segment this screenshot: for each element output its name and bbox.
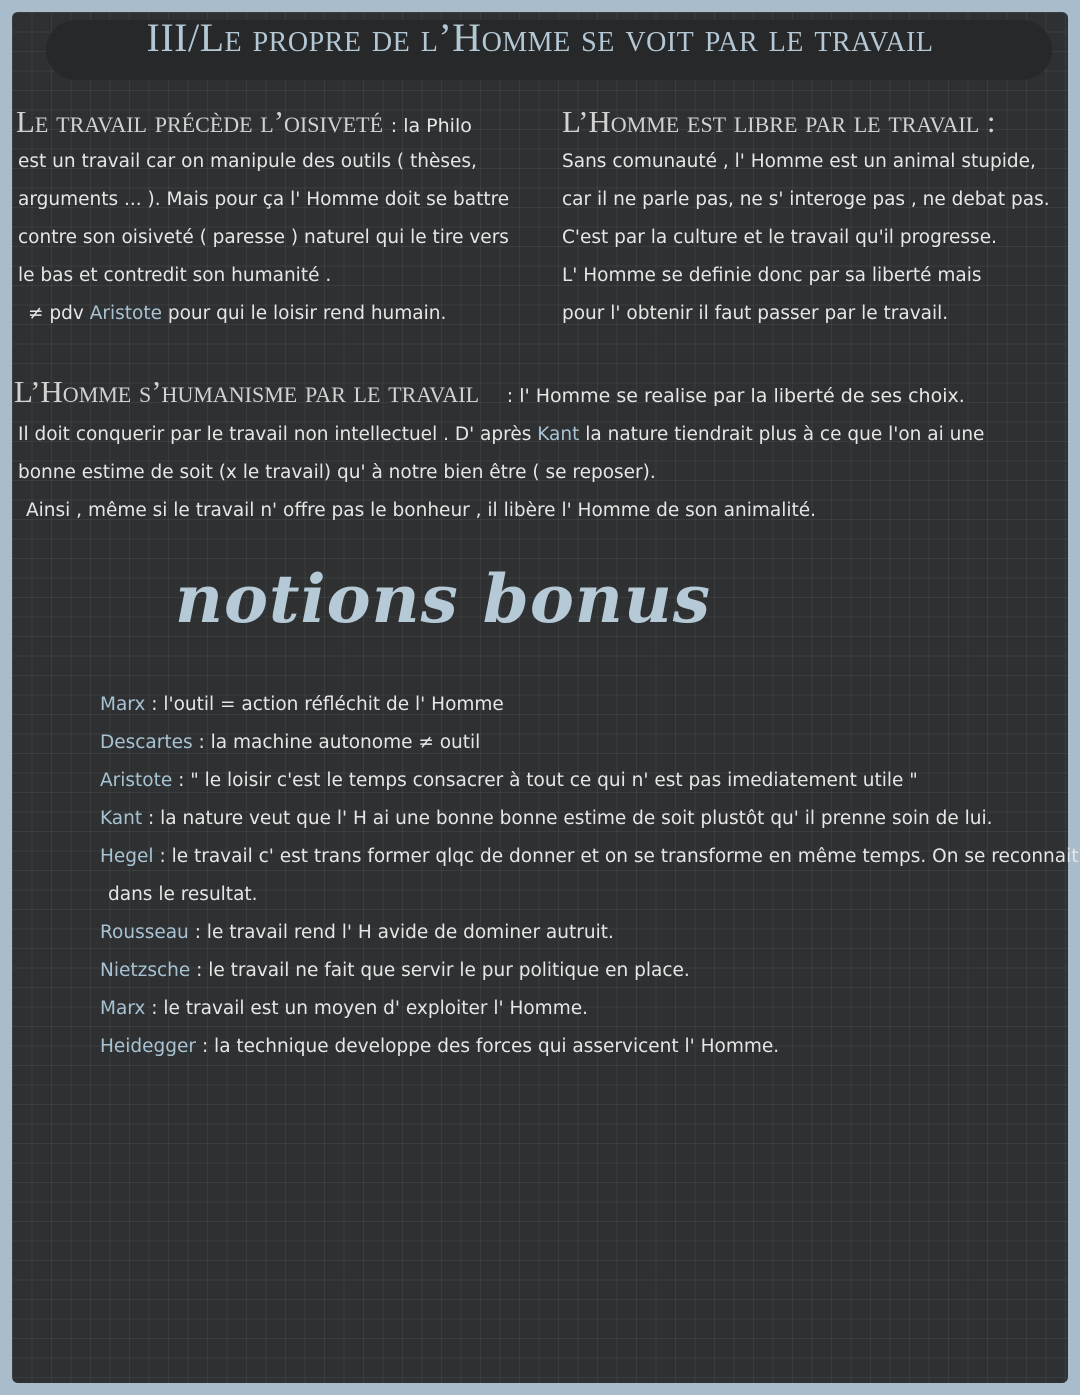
section2-line: car il ne parle pas, ne s' interoge pas , ne debat pas. <box>562 189 1050 210</box>
bonus-item <box>100 724 1060 762</box>
section2-body <box>562 143 1072 333</box>
section2-line: C'est par la culture et le travail qu'il progresse. <box>562 227 997 248</box>
section1-line: le bas et contredit son humanité . <box>18 265 332 286</box>
bonus-item <box>100 914 1060 952</box>
section1-last-prefix: ≠ pdv <box>28 303 84 324</box>
section1-heading-text: Le travail précède l’oisiveté <box>16 104 384 139</box>
bonus-item <box>100 762 1060 800</box>
section2-line: pour l' obtenir il faut passer par le travail. <box>562 303 949 324</box>
section3-heading-text: L’Homme s’humanisme par le travail <box>14 374 480 409</box>
philosopher-name: Nietzsche <box>100 960 191 981</box>
bonus-item <box>100 838 1079 876</box>
section1-line-aristote <box>18 295 538 333</box>
section3-body <box>18 416 1068 530</box>
bonus-text: : la technique developpe des forces qui asservicent l' Homme. <box>201 1036 780 1057</box>
bonus-list <box>100 686 1079 1066</box>
section3-line: Ainsi , même si le travail n' offre pas le bonheur , il libère l' Homme de son animalité. <box>26 500 817 521</box>
section3-first-line: : l' Homme se realise par la liberté de ses choix. <box>506 385 965 407</box>
section1-line: contre son oisiveté ( paresse ) naturel qui le tire vers <box>18 227 509 248</box>
bonus-text: : le travail ne fait que servir le pur politique en place. <box>196 960 690 981</box>
bonus-text: : " le loisir c'est le temps consacrer à tout ce qui n' est pas imediatement utile " <box>178 770 918 791</box>
bonus-text: : le travail rend l' H avide de dominer autruit. <box>194 922 614 943</box>
philosopher-name: Kant <box>100 808 143 829</box>
philosopher-name: Rousseau <box>100 922 189 943</box>
section3-line: bonne estime de soit (x le travail) qu' à notre bien être ( se reposer). <box>18 462 656 483</box>
bonus-text: dans le resultat. <box>108 884 258 905</box>
philosopher-name: Marx <box>100 998 146 1019</box>
section2-heading: L’Homme est libre par le travail : <box>562 104 996 139</box>
section3-line-kant <box>18 416 1068 454</box>
section3-line2-prefix: Il doit conquerir par le travail non intellectuel . D' après <box>18 424 532 445</box>
section1-line: est un travail car on manipule des outils ( thèses, <box>18 151 477 172</box>
section3-heading <box>14 374 965 410</box>
section2-line: L' Homme se definie donc par sa liberté mais <box>562 265 982 286</box>
philosopher-name: Descartes <box>100 732 193 753</box>
philosopher-name: Kant <box>537 424 580 445</box>
philosopher-name: Marx <box>100 694 146 715</box>
section1-line: arguments ... ). Mais pour ça l' Homme doit se battre <box>18 189 510 210</box>
philosopher-name: Heidegger <box>100 1036 197 1057</box>
bonus-title: notions bonus <box>175 560 712 638</box>
philosopher-name: Aristote <box>89 303 162 324</box>
bonus-item <box>100 952 1060 990</box>
section1-heading <box>16 104 472 140</box>
section1-first-line: : la Philo <box>390 115 472 137</box>
bonus-text: : l'outil = action réfléchit de l' Homme <box>151 694 504 715</box>
bonus-item <box>100 1028 1060 1066</box>
bonus-text: : la nature veut que l' H ai une bonne bonne estime de soit plustôt qu' il prenne soin de lui. <box>148 808 993 829</box>
bonus-text: : le travail est un moyen d' exploiter l' Homme. <box>151 998 588 1019</box>
bonus-item <box>100 686 1060 724</box>
bonus-item <box>100 990 1060 1028</box>
bonus-text: : la machine autonome ≠ outil <box>198 732 481 753</box>
section3-line2-suffix: la nature tiendrait plus à ce que l'on ai une <box>585 424 985 445</box>
bonus-item <box>100 800 1060 838</box>
section2-line: Sans comunauté , l' Homme est un animal stupide, <box>562 151 1036 172</box>
philosopher-name: Aristote <box>100 770 173 791</box>
section1-last-suffix: pour qui le loisir rend humain. <box>167 303 447 324</box>
page-title: III/Le propre de l’Homme se voit par le travail <box>146 15 934 60</box>
philosopher-name: Hegel <box>100 846 154 867</box>
section1-body <box>18 143 538 333</box>
bonus-text: : le travail c' est trans former qlqc de donner et on se transforme en même temps. On se reconnait <box>159 846 1079 867</box>
bonus-item-continuation <box>100 876 1060 914</box>
